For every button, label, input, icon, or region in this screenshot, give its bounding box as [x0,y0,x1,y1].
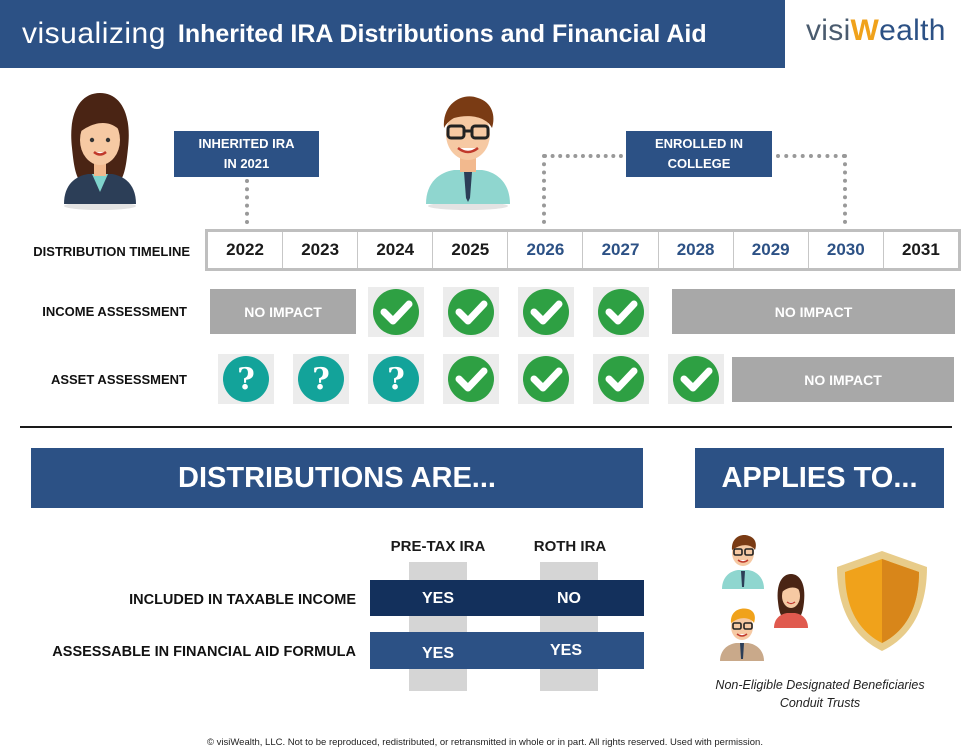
asset-question-icon [218,354,274,404]
svg-text:?: ? [312,362,330,397]
shield-icon [833,549,931,653]
woman-avatar-icon [773,572,809,628]
fin-aid-label: ASSESSABLE IN FINANCIAL AID FORMULA [52,644,356,660]
college-bracket-left-drop [542,154,546,224]
applies-line-2: Conduit Trusts [779,696,861,710]
college-bracket-right [776,154,846,158]
timeline-year: 2025 [433,232,508,268]
income-label: INCOME ASSESSMENT [42,304,187,319]
timeline-year: 2026 [508,232,583,268]
svg-text:?: ? [237,362,255,397]
roth-finaid-value: YES [549,642,582,659]
man-avatar-icon [720,531,766,589]
asset-label: ASSET ASSESSMENT [50,372,187,387]
pretax-taxable-value: YES [421,590,454,607]
blond-man-avatar-icon [718,603,766,661]
man-avatar-icon [420,88,516,210]
brand-logo: visiWealth [806,14,946,47]
woman-avatar-icon [58,88,142,210]
inherited-ira-callout: INHERITED IRA IN 2021 [174,131,319,177]
asset-no-impact: NO IMPACT [732,357,954,402]
timeline-year: 2024 [358,232,433,268]
pretax-finaid-value: YES [421,645,454,662]
income-check-icon [518,287,574,337]
income-check-icon [443,287,499,337]
pretax-column-header: PRE-TAX IRA [390,538,486,555]
fin-aid-row [370,632,644,669]
income-no-impact-late: NO IMPACT [672,289,955,334]
distributions-banner: DISTRIBUTIONS ARE... [31,448,643,508]
header-bar [0,0,785,68]
income-check-icon [593,287,649,337]
taxable-income-label: INCLUDED IN TAXABLE INCOME [129,592,356,608]
applies-to-description [695,676,945,712]
copyright-footer: © visiWealth, LLC. Not to be reproduced, redistributed, or retransmitted in whole or in part. All rights reserved. Used with permission. [207,737,763,748]
income-no-impact-early: NO IMPACT [210,289,356,334]
college-bracket-left [543,154,623,158]
timeline-year: 2028 [659,232,734,268]
header-prefix: visualizing [22,17,166,50]
applies-line-1: Non-Eligible Designated Beneficiaries [715,678,925,692]
timeline-year: 2027 [583,232,658,268]
applies-banner: APPLIES TO... [695,448,944,508]
timeline-year: 2031 [901,240,940,259]
svg-text:?: ? [387,362,405,397]
timeline-year: 2030 [809,232,884,268]
timeline-year: 2022 [208,232,283,268]
asset-check-icon [518,354,574,404]
asset-question-icon [368,354,424,404]
taxable-income-row [370,580,644,616]
section-divider [20,426,952,428]
college-bracket-right-drop [843,154,847,224]
timeline-year: 2023 [283,232,358,268]
callout-connector [245,179,249,224]
asset-check-icon [668,354,724,404]
timeline-year: 2029 [734,232,809,268]
income-check-icon [368,287,424,337]
page-title: Inherited IRA Distributions and Financial Aid [177,19,707,48]
distribution-timeline [205,229,961,271]
asset-check-icon [593,354,649,404]
roth-column-header: ROTH IRA [533,538,607,555]
asset-question-icon [293,354,349,404]
asset-check-icon [443,354,499,404]
timeline-label: DISTRIBUTION TIMELINE [33,244,190,259]
enrolled-callout: ENROLLED IN COLLEGE [626,131,772,177]
roth-taxable-value: NO [557,590,581,607]
